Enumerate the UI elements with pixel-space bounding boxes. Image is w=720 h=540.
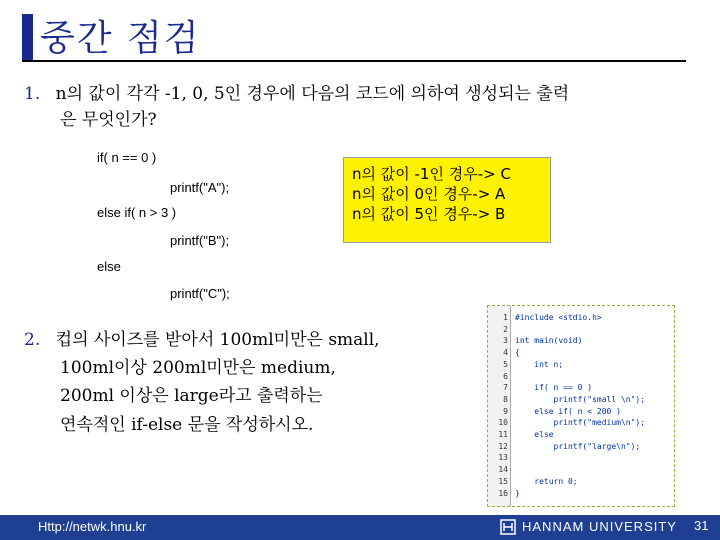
code-text: else if( n < 200 ) <box>515 406 621 416</box>
question-2-line1: 컵의 사이즈를 받아서 100ml미만은 small, <box>55 330 380 350</box>
code-screenshot-line <box>488 476 674 487</box>
code-text: int main(void) <box>515 336 583 346</box>
question-2-line4: 연속적인 if-else 문을 작성하시오. <box>60 415 314 435</box>
question-1-line1: n의 값이 각각 -1, 0, 5인 경우에 다음의 코드에 의하여 생성되는 출력 <box>55 84 570 104</box>
code-line-print-b: printf("B"); <box>170 233 230 248</box>
line-number: 3 <box>503 336 508 346</box>
code-screenshot-line <box>488 382 674 393</box>
question-1-line2: 은 무엇인가? <box>60 110 157 130</box>
line-number: 7 <box>503 383 508 393</box>
footer-bar <box>0 515 720 540</box>
slide-title: 중간 점검 <box>40 18 201 59</box>
code-line-if: if( n == 0 ) <box>97 150 157 165</box>
title-divider <box>22 60 686 62</box>
code-screenshot-line <box>488 312 674 323</box>
line-number: 2 <box>503 324 508 334</box>
code-screenshot-line <box>488 324 674 335</box>
code-screenshot-line <box>488 488 674 499</box>
question-2-line2: 100ml이상 200ml미만은 medium, <box>60 358 336 378</box>
code-screenshot-line <box>488 417 674 428</box>
university-logo-icon <box>500 519 516 535</box>
line-number: 16 <box>498 488 508 498</box>
code-text: if( n == 0 ) <box>515 383 593 393</box>
line-number: 1 <box>503 313 508 322</box>
line-number: 9 <box>503 406 508 416</box>
line-number: 15 <box>498 476 508 486</box>
line-number: 4 <box>503 348 508 358</box>
answer-box <box>343 157 551 243</box>
answer-line: n의 값이 0인 경우-> A <box>352 185 506 203</box>
line-number: 14 <box>498 465 508 475</box>
line-number: 12 <box>498 441 508 451</box>
question-1-number: 1. <box>24 84 41 104</box>
line-number: 6 <box>503 371 508 381</box>
answer-line: n의 값이 -1인 경우-> C <box>352 165 511 183</box>
footer-university: HANNAM UNIVERSITY <box>522 519 677 534</box>
title-accent-bar <box>22 14 33 60</box>
code-screenshot-line <box>488 335 674 346</box>
question-2-number: 2. <box>24 330 41 350</box>
code-screenshot-line <box>488 347 674 358</box>
code-text: printf("small \n"); <box>515 394 646 404</box>
code-text: printf("large\n"); <box>515 441 641 451</box>
line-number: 13 <box>498 453 508 463</box>
code-screenshot-line <box>488 441 674 452</box>
code-text: } <box>515 488 520 498</box>
code-text: int n; <box>515 359 564 369</box>
question-2 <box>24 328 380 353</box>
page-number: 31 <box>694 518 709 533</box>
code-text: else <box>515 430 554 439</box>
code-screenshot-line <box>488 429 674 440</box>
code-screenshot-line <box>488 394 674 405</box>
code-text: #include <stdio.h> <box>515 313 602 322</box>
question-1 <box>24 82 569 107</box>
code-screenshot-line <box>488 371 674 382</box>
code-screenshot-line <box>488 359 674 370</box>
code-text: { <box>515 348 520 358</box>
code-text: printf("medium\n"); <box>515 418 646 428</box>
line-number: 5 <box>503 359 508 369</box>
code-line-print-c: printf("C"); <box>170 286 230 301</box>
code-text: return 0; <box>515 476 578 486</box>
code-screenshot-line <box>488 452 674 463</box>
line-number: 10 <box>498 418 508 428</box>
code-line-else: else <box>97 259 121 274</box>
answer-line: n의 값이 5인 경우-> B <box>352 205 506 223</box>
code-line-print-a: printf("A"); <box>170 180 230 195</box>
code-screenshot <box>487 305 675 507</box>
footer-url: Http://netwk.hnu.kr <box>38 519 147 534</box>
line-number: 11 <box>498 430 508 439</box>
question-2-line3: 200ml 이상은 large라고 출력하는 <box>60 386 323 406</box>
line-number: 8 <box>503 394 508 404</box>
code-screenshot-line <box>488 406 674 417</box>
code-line-else-if: else if( n > 3 ) <box>97 205 177 220</box>
code-screenshot-line <box>488 464 674 475</box>
